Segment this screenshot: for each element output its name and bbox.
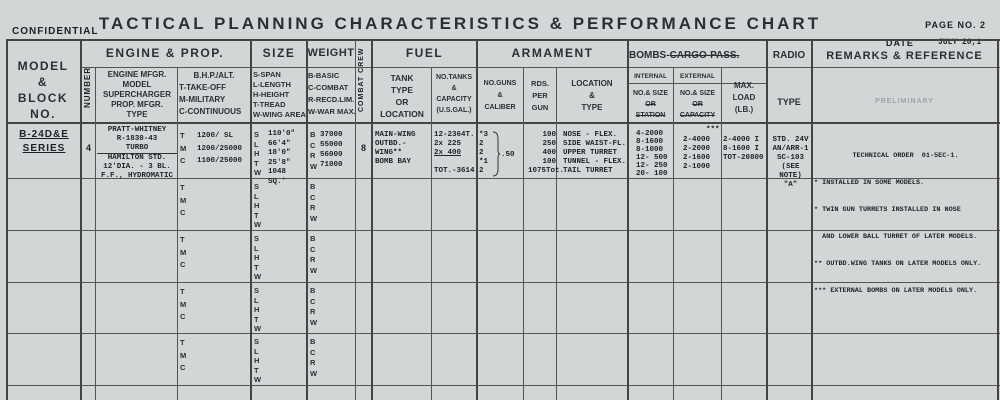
col-line-guns	[523, 67, 524, 400]
engine-header-line: MODEL	[122, 80, 152, 89]
engine-line: HAMILTON STD.	[97, 153, 177, 163]
tanks-capacity-header	[432, 72, 476, 116]
size-header-line: W-WING AREA	[253, 110, 306, 119]
caliber-value: .50	[501, 151, 515, 159]
radio-line: SC-103	[776, 154, 804, 162]
intbomb-line: 8-1000	[636, 146, 664, 154]
intbomb-line: 12- 250	[636, 162, 668, 170]
bombs-group-header	[629, 50, 766, 62]
rds-line: 100	[542, 158, 556, 166]
gunloc-header-line: LOCATION	[571, 79, 613, 88]
date-value: JULY 20,1	[938, 38, 982, 47]
tank-line-mark: **	[393, 149, 403, 157]
size-line: 18'0"	[268, 149, 291, 157]
bhp-letter: M	[180, 247, 187, 257]
guns-values	[479, 131, 493, 176]
row-divider-5	[6, 385, 1000, 386]
bhp-header-line: M-MILITARY	[179, 95, 226, 104]
max-load-header	[722, 80, 766, 116]
guns-line: 2	[479, 149, 484, 157]
internal-sub-header	[628, 88, 673, 121]
size-line: 1048 SQ.'	[268, 168, 287, 186]
engine-group-header: ENGINE & PROP.	[105, 46, 225, 60]
int-sub-line: NO.& SIZE	[632, 90, 668, 97]
engine-header-line: ENGINE MFGR.	[107, 70, 167, 79]
col-line-engine	[177, 67, 178, 400]
weight-letter: W	[310, 317, 318, 327]
ext-sub-line: NO.& SIZE	[679, 90, 715, 97]
weight-header	[308, 70, 356, 118]
weight-letter: C	[310, 244, 316, 254]
weight-letter: B	[310, 337, 316, 346]
weight-letter: B	[310, 182, 316, 191]
weight-letter: W	[310, 161, 318, 171]
rds-header	[524, 78, 556, 114]
gunloc-line: TUNNEL - FLEX.	[563, 158, 627, 166]
remarks-values	[814, 134, 997, 314]
max-load-values	[723, 136, 766, 163]
size-letter-stack	[254, 182, 261, 230]
size-letter: S	[254, 286, 260, 295]
engine-line: F.F., HYDROMATIC	[100, 172, 173, 180]
model-line: SERIES	[22, 143, 66, 154]
weight-line: 37000	[320, 131, 343, 139]
guns-header-line: NO.GUNS	[483, 80, 517, 87]
weight-header-line: R-RECD.LIM.	[308, 95, 355, 104]
date-label: DATE	[886, 38, 914, 48]
weight-values	[320, 130, 355, 170]
size-letter: W	[254, 324, 262, 334]
maxload-line: 2-4000 I	[723, 136, 760, 144]
size-letter: S	[254, 337, 260, 346]
tank-line: BOMB BAY	[375, 158, 412, 166]
tank-location-values	[375, 131, 431, 167]
guns-header-line: &	[497, 92, 503, 99]
tank-line-text: OUTBD.-WING	[375, 140, 407, 157]
tanks-header-line: &	[451, 85, 457, 92]
weight-letter: R	[310, 358, 316, 367]
classification-label: CONFIDENTIAL	[12, 26, 99, 37]
size-header	[253, 70, 307, 120]
remarks-sub-header: PRELIMINARY	[875, 98, 934, 105]
weight-letter-stack	[310, 234, 317, 276]
weight-letter: B	[310, 234, 316, 243]
row-divider-4	[6, 333, 1000, 334]
bhp-letter: C	[180, 260, 186, 269]
weight-letter-stack	[310, 130, 317, 172]
int-sub-line: STATION	[635, 112, 666, 119]
remarks-line: AND LOWER BALL TURRET OF LATER MODELS.	[814, 233, 978, 241]
weight-letter: C	[310, 140, 316, 150]
col-line-number	[95, 67, 96, 400]
maxload-line: TOT-20800	[723, 154, 764, 162]
bhp-letter: T	[180, 183, 185, 192]
page-number-value: 2	[979, 20, 986, 30]
col-line-external	[721, 67, 722, 400]
weight-letter-stack	[310, 286, 317, 328]
model-header	[8, 58, 78, 122]
weight-letter-stack	[310, 182, 317, 224]
gunloc-line: SIDE WAIST-FL.	[563, 140, 627, 148]
engine-line: 12'DIA. - 3 BL.	[103, 163, 171, 171]
intbomb-line: 12- 500	[636, 154, 668, 162]
size-letter: H	[254, 201, 260, 211]
size-letter: S	[254, 182, 260, 191]
number-header: NUMBER	[83, 66, 92, 108]
tanks-header-line: CAPACITY	[436, 96, 472, 103]
guns-line: *1	[479, 158, 489, 166]
tank-header-line: TYPE	[390, 85, 414, 95]
model-header-line: MODEL	[17, 59, 69, 73]
size-letter: T	[254, 365, 259, 375]
bhp-letter-stack	[180, 182, 186, 220]
guns-header	[477, 78, 523, 114]
engine-mfgr-header	[97, 70, 177, 120]
remarks-line: ** OUTBD.WING TANKS ON LATER MODELS ONLY.	[814, 260, 982, 268]
weight-letter: R	[310, 255, 316, 264]
extbomb-line: 2-1000	[683, 163, 711, 171]
tankcap-line: TOT.-3614	[434, 167, 475, 175]
tanks-header-line: (U.S.GAL.)	[436, 107, 472, 114]
page-title: TACTICAL PLANNING CHARACTERISTICS & PERFORMANCE CHART	[98, 14, 822, 33]
size-letter: W	[254, 272, 262, 282]
page-number	[925, 20, 986, 30]
size-letter: T	[254, 262, 259, 272]
crew-header: COMBAT CREW	[358, 47, 365, 112]
rds-total: 1075	[528, 167, 547, 175]
tank-capacity-values	[434, 131, 476, 176]
weight-line: 71000	[320, 161, 343, 169]
guns-brace	[492, 131, 500, 177]
bombs-label: BOMBS-	[629, 50, 670, 61]
col-line-rds	[556, 67, 557, 400]
remarks-line: * INSTALLED IN SOME MODELS.	[814, 179, 925, 187]
weight-line: 56000	[320, 151, 343, 159]
radio-line: STD. 24V	[772, 136, 809, 144]
weight-letter: W	[310, 265, 318, 275]
weight-letter: W	[310, 213, 318, 223]
weight-letter: C	[310, 192, 316, 202]
size-letter: L	[254, 139, 259, 149]
weight-letter: R	[310, 151, 316, 160]
size-letter: L	[254, 295, 259, 305]
size-line: 110'0"	[268, 130, 296, 138]
radio-values	[770, 136, 811, 190]
bhp-letter: T	[180, 287, 185, 296]
weight-header-line: C-COMBAT	[308, 83, 349, 92]
size-letter: T	[254, 210, 259, 220]
engine-header-line: SUPERCHARGER	[102, 90, 171, 99]
tank-line: MAIN-WING	[375, 131, 416, 139]
bhp-line: 1200/25000	[197, 144, 243, 153]
size-letter: T	[254, 158, 259, 168]
intbomb-line: 8-1600	[636, 138, 664, 146]
top-rule	[6, 39, 1000, 41]
size-letter: H	[254, 305, 260, 315]
bhp-letter: M	[180, 195, 187, 205]
col-line-tank	[431, 67, 432, 400]
size-letter: H	[254, 149, 260, 159]
bhp-values	[197, 130, 250, 168]
bhp-letter-stack	[180, 130, 186, 168]
intbomb-line: 4-2000	[636, 130, 664, 138]
bhp-letter: C	[180, 363, 186, 372]
group-header-rule	[80, 67, 1000, 68]
engine-value	[97, 126, 177, 181]
extbomb-line: 2-2000	[683, 145, 711, 153]
size-line: 66'4"	[268, 139, 291, 148]
engine-header-line: TYPE	[126, 110, 148, 119]
guns-line: *3	[479, 131, 489, 139]
maxload-header-line: LOAD	[732, 93, 756, 102]
fuel-group-header: FUEL	[405, 46, 444, 60]
model-value	[8, 128, 80, 156]
bhp-header-line: C-CONTINUOUS	[179, 107, 242, 116]
tankcap-line: 12-2364T.	[434, 131, 475, 139]
tank-header-line: LOCATION	[380, 109, 424, 119]
tank-header-line: OR	[395, 97, 409, 107]
extbomb-line: 2-4000	[683, 136, 711, 144]
engine-line: PRATT-WHITNEY	[107, 126, 167, 134]
weight-group-header: WEIGHT	[307, 47, 355, 59]
rds-values	[528, 131, 565, 176]
header-bottom-rule	[6, 122, 1000, 124]
weight-header-line: B-BASIC	[308, 71, 340, 80]
internal-header: INTERNAL	[634, 73, 667, 80]
size-letter: L	[254, 243, 259, 253]
engine-header-line: PROP. MFGR.	[111, 100, 163, 109]
rds-line: 250	[542, 140, 556, 148]
size-letter-stack	[254, 337, 261, 385]
size-header-line: T-TREAD	[253, 100, 286, 109]
bhp-letter: C	[180, 208, 186, 217]
intbomb-line: 20- 100	[636, 170, 668, 178]
maxload-header-line: (LB.)	[734, 105, 754, 114]
size-letter: S	[254, 130, 260, 139]
rds-header-line: RDS.	[531, 79, 549, 88]
size-letter-stack	[254, 286, 261, 334]
col-line-model	[80, 40, 82, 400]
size-letter-stack	[254, 130, 261, 178]
tankcap-line: 2x 225	[434, 140, 462, 148]
cargo-pass-label: CARGO-PASS.	[669, 50, 740, 61]
radio-line: AN/ARR-1	[772, 145, 809, 153]
weight-letter: B	[310, 286, 316, 295]
size-letter: L	[254, 346, 259, 356]
ext-sub-line: CAPACITY	[679, 112, 716, 119]
external-bombs-mark: ***	[706, 126, 720, 134]
remarks-line: * TWIN GUN TURRETS INSTALLED IN NOSE	[814, 206, 961, 214]
weight-letter: C	[310, 347, 316, 357]
size-letter: W	[254, 168, 262, 178]
guns-header-line: CALIBER	[484, 104, 516, 111]
bhp-header-line: B.H.P./ALT.	[193, 71, 235, 80]
size-header-line: H-HEIGHT	[253, 90, 290, 99]
size-header-line: L-LENGTH	[253, 80, 291, 89]
radio-line: (SEE NOTE)	[779, 163, 802, 180]
bhp-letter: T	[180, 235, 185, 244]
tank-header	[373, 72, 431, 120]
weight-letter: B	[310, 130, 316, 139]
remarks-line: TECHNICAL ORDER 01-5EC-1.	[852, 152, 959, 160]
number-value: 4	[85, 143, 91, 153]
bhp-letter-stack	[180, 337, 186, 375]
rds-line	[528, 167, 565, 176]
bhp-line: 1200/ SL	[197, 132, 234, 140]
gunloc-header-line: &	[589, 91, 595, 100]
size-letter: L	[254, 191, 259, 201]
bhp-letter: M	[180, 350, 187, 360]
size-letter: S	[254, 234, 260, 243]
guns-line: 2	[479, 167, 484, 175]
tank-header-line: TANK	[390, 73, 414, 83]
crew-value: 8	[360, 143, 366, 153]
guns-line: 2	[479, 140, 484, 148]
weight-line: 55000	[320, 141, 343, 149]
rds-line: 400	[542, 149, 556, 157]
bhp-letter-stack	[180, 286, 186, 324]
gunloc-line: NOSE - FLEX.	[563, 131, 618, 139]
maxload-header-line: MAX.	[734, 81, 754, 90]
bhp-header	[179, 70, 249, 118]
model-line: B-24D&E	[19, 129, 69, 140]
weight-letter-stack	[310, 337, 317, 379]
extbomb-line: 2-1600	[683, 154, 711, 162]
bhp-letter-stack	[180, 234, 186, 272]
weight-letter: R	[310, 203, 316, 212]
gun-location-header	[557, 78, 627, 114]
bhp-letter: C	[180, 312, 186, 321]
engine-line: TURBO	[125, 144, 149, 152]
size-letter: W	[254, 220, 262, 230]
rds-total-suffix: Tot.	[546, 167, 565, 175]
maxload-line: 8-1600 I	[723, 145, 760, 153]
engine-line: R-1830-43	[116, 135, 158, 143]
external-sub-header	[674, 88, 721, 121]
int-sub-line: OR	[645, 101, 656, 108]
size-letter: H	[254, 356, 260, 366]
radio-line: "A"	[783, 181, 798, 189]
bhp-line: 1100/25000	[197, 157, 243, 165]
tankcap-line: 2x 400	[434, 149, 462, 157]
size-line: 25'8"	[268, 158, 291, 167]
bhp-letter: T	[180, 131, 185, 140]
bhp-letter: C	[180, 156, 186, 165]
internal-bombs-values	[636, 130, 673, 178]
col-line-end	[997, 40, 999, 400]
weight-letter: W	[310, 368, 318, 378]
bhp-letter: T	[180, 338, 185, 347]
size-letter: H	[254, 253, 260, 263]
external-bombs-values	[683, 136, 721, 172]
size-letter: W	[254, 375, 262, 385]
gun-location-values	[563, 131, 627, 176]
radio-type-header: TYPE	[777, 97, 801, 107]
page-number-label: PAGE NO.	[925, 20, 977, 30]
weight-letter: R	[310, 307, 316, 316]
model-header-line: &	[37, 75, 49, 89]
radio-group-header: RADIO	[772, 50, 806, 61]
rds-header-line: GUN	[531, 103, 549, 112]
bhp-header-line: T-TAKE-OFF	[179, 83, 226, 92]
remarks-line: *** EXTERNAL BOMBS ON LATER MODELS ONLY.	[814, 287, 978, 295]
ext-sub-line: OR	[692, 101, 703, 108]
armament-group-header: ARMAMENT	[511, 46, 594, 60]
gunloc-line: UPPER TURRET	[563, 149, 618, 157]
remarks-group-header: REMARKS & REFERENCE	[826, 50, 983, 62]
col-line-bombs	[766, 40, 768, 400]
col-line-radio	[811, 40, 813, 400]
bhp-letter: M	[180, 143, 187, 153]
size-group-header: SIZE	[262, 46, 296, 60]
size-values	[268, 130, 306, 187]
tanks-header-line: NO.TANKS	[435, 74, 473, 81]
size-letter: T	[254, 314, 259, 324]
size-letter-stack	[254, 234, 261, 282]
tank-line	[375, 140, 431, 158]
external-header: EXTERNAL	[679, 73, 716, 80]
weight-letter: C	[310, 296, 316, 306]
bhp-letter: M	[180, 299, 187, 309]
rds-header-line: PER	[532, 91, 548, 100]
size-header-line: S-SPAN	[253, 70, 281, 79]
weight-header-line: W-WAR MAX.	[308, 107, 356, 116]
gunloc-header-line: TYPE	[581, 103, 603, 112]
gunloc-line: TAIL TURRET	[563, 167, 613, 175]
rds-line: 100	[542, 131, 556, 139]
col-line-bhp	[250, 40, 252, 400]
model-header-line: BLOCK NO.	[17, 91, 69, 121]
